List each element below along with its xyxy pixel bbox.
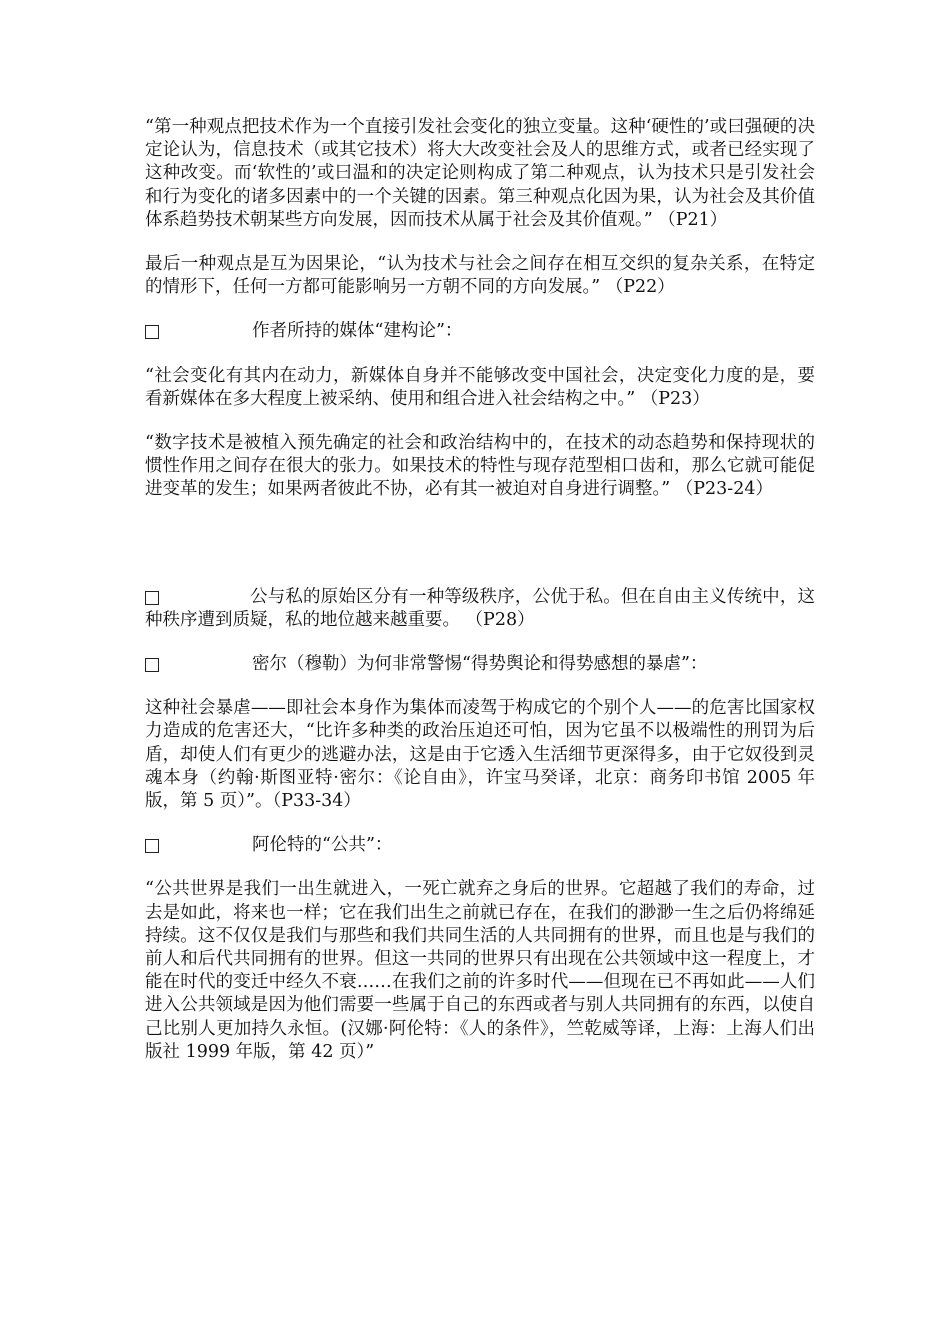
document-body — [145, 116, 815, 1085]
bullet-text: 公与私的原始区分有一种等级秩序，公优于私。但在自由主义传统中，这种秩序遭到质疑，私的地位越来越重要。 （P28） — [145, 586, 815, 630]
bullet-text: 密尔（穆勒）为何非常警惕“得势舆论和得势感想的暴虐”： — [252, 654, 708, 675]
paragraph-social-tyranny: 这种社会暴虐——即社会本身作为集体而凌驾于构成它的个别个人——的危害比国家权力造成的危害还大，“比许多种类的政治压迫还可怕，因为它虽不以极端性的刑罚为后盾，却使人们有更少的逃避办法，这是由于它透入生活细节更深得多，由于它奴役到灵魂本身（约翰·斯图亚特·密尔：《论自由》，许宝马癸译，北京：商务印书馆 2005 年版，第 5 页）”。（P33-34） — [145, 698, 815, 812]
paragraph-mutual-causation: 最后一种观点是互为因果论，“认为技术与社会之间存在相互交织的复杂关系，在特定的情形下，任何一方都可能影响另一方朝不同的方向发展。” （P22） — [145, 254, 815, 298]
bullet-item-public-private — [145, 586, 815, 632]
bullet-text: 阿伦特的“公共”： — [252, 835, 393, 856]
checkbox-bullet-icon — [145, 839, 159, 853]
bullet-item-arendt — [145, 834, 815, 857]
bullet-item-mill — [145, 653, 815, 676]
paragraph-social-change-quote: “社会变化有其内在动力，新媒体自身并不能够改变中国社会，决定变化力度的是，要看新媒体在多大程度上被采纳、使用和组合进入社会结构之中。” （P23） — [145, 365, 815, 409]
blank-gap — [145, 523, 815, 586]
checkbox-bullet-icon — [145, 658, 159, 672]
paragraph-public-world-quote: “公共世界是我们一出生就进入，一死亡就弃之身后的世界。它超越了我们的寿命，过去是如此，将来也一样；它在我们出生之前就已存在，在我们的渺渺一生之后仍将绵延持续。这不仅仅是我们与那些和我们共同生活的人共同拥有的世界，而且也是与我们的前人和后代共同拥有的世界。但这一共同的世界只有出现在公共领域中这一程度上，才能在时代的变迁中经久不衰……在我们之前的许多时代——但现在已不再如此——人们进入公共领域是因为他们需要一些属于自己的东西或者与别人共同拥有的东西，以使自己比别人更加持久永恒。(汉娜·阿伦特：《人的条件》，竺乾威等译，上海：上海人们出版社 1999 年版，第 42 页）” — [145, 879, 815, 1062]
checkbox-bullet-icon — [145, 325, 159, 339]
checkbox-bullet-icon — [145, 591, 159, 605]
bullet-text: 作者所持的媒体“建构论”： — [252, 321, 463, 342]
paragraph-digital-tech-quote: “数字技术是被植入预先确定的社会和政治结构中的，在技术的动态趋势和保持现状的惯性作用之间存在很大的张力。如果技术的特性与现存范型相口齿和，那么它就可能促进变革的发生；如果两者彼此不协，必有其一被迫对自身进行调整。” （P23-24） — [145, 433, 815, 500]
bullet-item-constructivism — [145, 320, 815, 343]
paragraph-technology-views: “第一种观点把技术作为一个直接引发社会变化的独立变量。这种‘硬性的’或曰强硬的决定论认为，信息技术（或其它技术）将大大改变社会及人的思维方式，或者已经实现了这种改变。而‘软性的’或曰温和的决定论则构成了第二种观点，认为技术只是引发社会和行为变化的诸多因素中的一个关键的因素。第三种观点化因为果，认为社会及其价值体系趋势技术朝某些方向发展，因而技术从属于社会及其价值观。” （P21） — [145, 117, 815, 230]
